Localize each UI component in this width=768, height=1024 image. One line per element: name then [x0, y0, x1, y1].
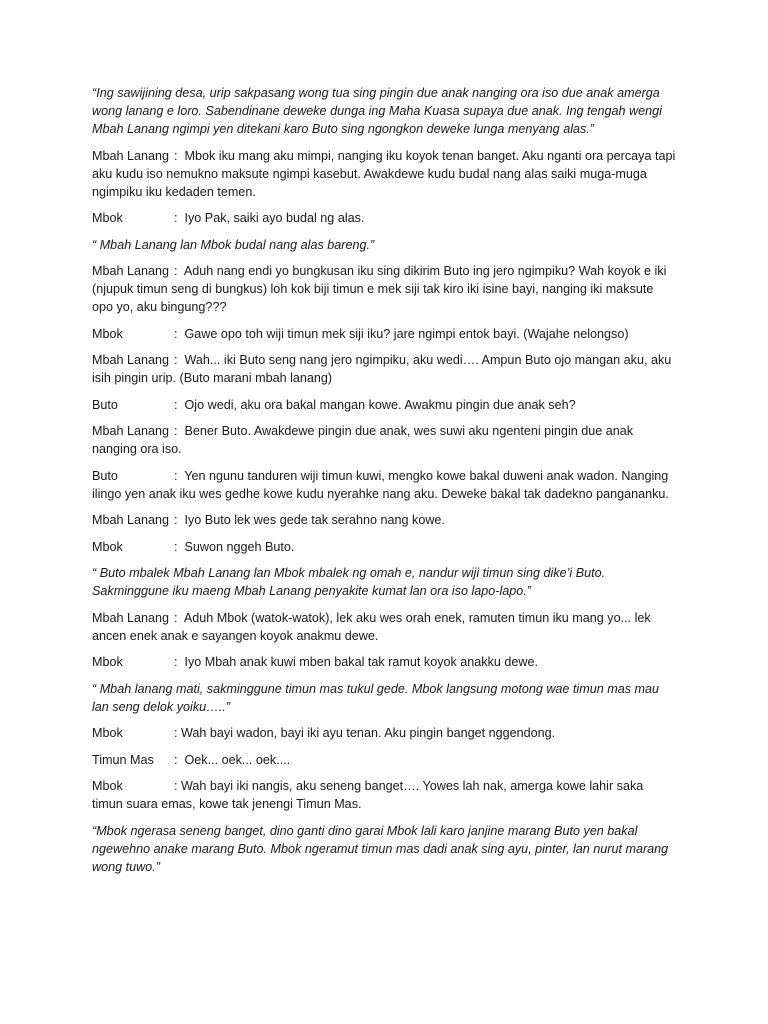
- dialogue-line: [92, 777, 676, 813]
- dialogue-line: [92, 351, 676, 387]
- dialogue-colon: :: [174, 610, 184, 625]
- dialogue-text: Iyo Buto lek wes gede tak serahno nang kowe.: [184, 513, 445, 527]
- dialogue-colon: :: [174, 148, 185, 163]
- dialogue-colon: :: [174, 353, 185, 367]
- dialogue-line: [92, 751, 676, 769]
- dialogue-colon: :: [174, 424, 185, 438]
- dialogue-line: [92, 209, 676, 227]
- document-page: [92, 84, 676, 884]
- dialogue-line: [92, 422, 676, 458]
- dialogue-text: Wah... iki Buto seng nang jero ngimpiku, aku wedi…. Ampun Buto ojo mangan aku, aku isih pingin urip. (Buto marani mbah lanang): [92, 353, 672, 385]
- speaker-name: Mbah Lanang: [92, 610, 170, 625]
- dialogue-text: Gawe opo toh wiji timun mek siji iku? jare ngimpi entok bayi. (Wajahe nelongso): [184, 326, 629, 341]
- speaker-name: Mbah Lanang: [92, 264, 170, 278]
- speaker-name: Buto: [92, 468, 118, 483]
- dialogue-colon: :: [174, 779, 181, 793]
- speaker-name: Mbok: [92, 655, 123, 669]
- dialogue-line: [92, 538, 676, 556]
- dialogue-text: Yen ngunu tanduren wiji timun kuwi, mengko kowe bakal duweni anak wadon. Nanging ilingo yen anak iku wes gedhe kowe kudu nyerahke nang aku. Deweke bakal tak dadekno pangananku.: [92, 468, 669, 501]
- dialogue-line: [92, 724, 676, 742]
- speaker-name: Mbok: [92, 539, 123, 554]
- dialogue-text: Oek... oek... oek....: [184, 752, 291, 767]
- dialogue-text: Aduh Mbok (watok-watok), lek aku wes orah enek, ramuten timun iku mang yo... lek ancen enek anak e sayangen koyok anakmu dewe.: [92, 610, 651, 643]
- speaker-name: Buto: [92, 397, 118, 412]
- dialogue-text: Wah bayi wadon, bayi iki ayu tenan. Aku pingin banget nggendong.: [181, 726, 556, 740]
- speaker-name: Mbah Lanang: [92, 513, 170, 527]
- narration-paragraph: “ Mbah Lanang lan Mbok budal nang alas bareng.”: [92, 237, 375, 252]
- dialogue-line: [92, 147, 676, 201]
- dialogue-line: [92, 609, 676, 645]
- dialogue-colon: :: [174, 468, 185, 483]
- speaker-name: Mbok: [92, 211, 123, 225]
- speaker-name: Mbah Lanang: [92, 148, 170, 163]
- dialogue-text: Iyo Pak, saiki ayo budal ng alas.: [184, 211, 365, 225]
- dialogue-text: Aduh nang endi yo bungkusan iku sing dikirim Buto ing jero ngimpiku? Wah koyok e iki (njupuk timun seng di bungkus) loh kok biji timun e mek siji tak kiro iki isine bayi, nanging iki maksute opo yo, aku bingung???: [92, 264, 667, 314]
- speaker-name: Mbok: [92, 726, 123, 740]
- dialogue-colon: :: [174, 211, 185, 225]
- dialogue-colon: :: [174, 539, 185, 554]
- dialogue-text: Mbok iku mang aku mimpi, nanging iku koyok tenan banget. Aku nganti ora percaya tapi aku kudu iso nemukno maksute ngimpi kasebut. Awakdewe kudu budal nang alas saiki muga-muga ngimpiku iku kedaden temen.: [92, 148, 676, 199]
- speaker-name: Mbah Lanang: [92, 424, 170, 438]
- narration-paragraph: “ Buto mbalek Mbah Lanang lan Mbok mbalek ng omah e, nandur wiji timun sing dike’i Buto. Sakminggune iku maeng Mbah Lanang penyakite kumat lan ora iso lapo-lapo.”: [92, 566, 606, 598]
- dialogue-text: Wah bayi iki nangis, aku seneng banget…. Yowes lah nak, amerga kowe lahir saka timun suara emas, kowe tak jenengi Timun Mas.: [92, 779, 644, 811]
- dialogue-colon: :: [174, 326, 185, 341]
- dialogue-line: [92, 262, 676, 316]
- dialogue-text: Ojo wedi, aku ora bakal mangan kowe. Awakmu pingin due anak seh?: [184, 397, 576, 412]
- dialogue-line: [92, 325, 676, 343]
- dialogue-line: [92, 396, 676, 414]
- dialogue-colon: :: [174, 655, 185, 669]
- speaker-name: Mbah Lanang: [92, 353, 170, 367]
- dialogue-colon: :: [174, 726, 181, 740]
- dialogue-colon: :: [174, 752, 185, 767]
- dialogue-text: Iyo Mbah anak kuwi mben bakal tak ramut koyok anakku dewe.: [184, 655, 539, 669]
- narration-paragraph: “ Mbah lanang mati, sakminggune timun mas tukul gede. Mbok langsung motong wae timun mas mau lan seng delok yoiku…..”: [92, 681, 660, 714]
- dialogue-colon: :: [174, 513, 185, 527]
- dialogue-line: [92, 653, 676, 671]
- speaker-name: Mbok: [92, 779, 123, 793]
- narration-paragraph: “Ing sawijining desa, urip sakpasang wong tua sing pingin due anak nanging ora iso due anak amerga wong lanang e loro. Sabendinane deweke dunga ing Maha Kuasa supaya due anak. Ing tengah wengi Mbah Lanang ngimpi yen ditekani karo Buto sing ngongkon deweke lunga menyang alas.”: [92, 86, 662, 136]
- dialogue-colon: :: [174, 397, 185, 412]
- dialogue-line: [92, 467, 676, 503]
- narration-paragraph: “Mbok ngerasa seneng banget, dino ganti dino garai Mbok lali karo janjine marang Buto yen bakal ngewehno anake marang Buto. Mbok ngeramut timun mas dadi anak sing ayu, pinter, lan nurut marang wong tuwo.”: [92, 823, 669, 874]
- speaker-name: Timun Mas: [92, 752, 154, 767]
- speaker-name: Mbok: [92, 326, 123, 341]
- dialogue-colon: :: [174, 264, 184, 278]
- dialogue-text: Bener Buto. Awakdewe pingin due anak, wes suwi aku ngenteni pingin due anak nanging ora iso.: [92, 424, 634, 456]
- dialogue-line: [92, 511, 676, 529]
- dialogue-text: Suwon nggeh Buto.: [184, 539, 295, 554]
